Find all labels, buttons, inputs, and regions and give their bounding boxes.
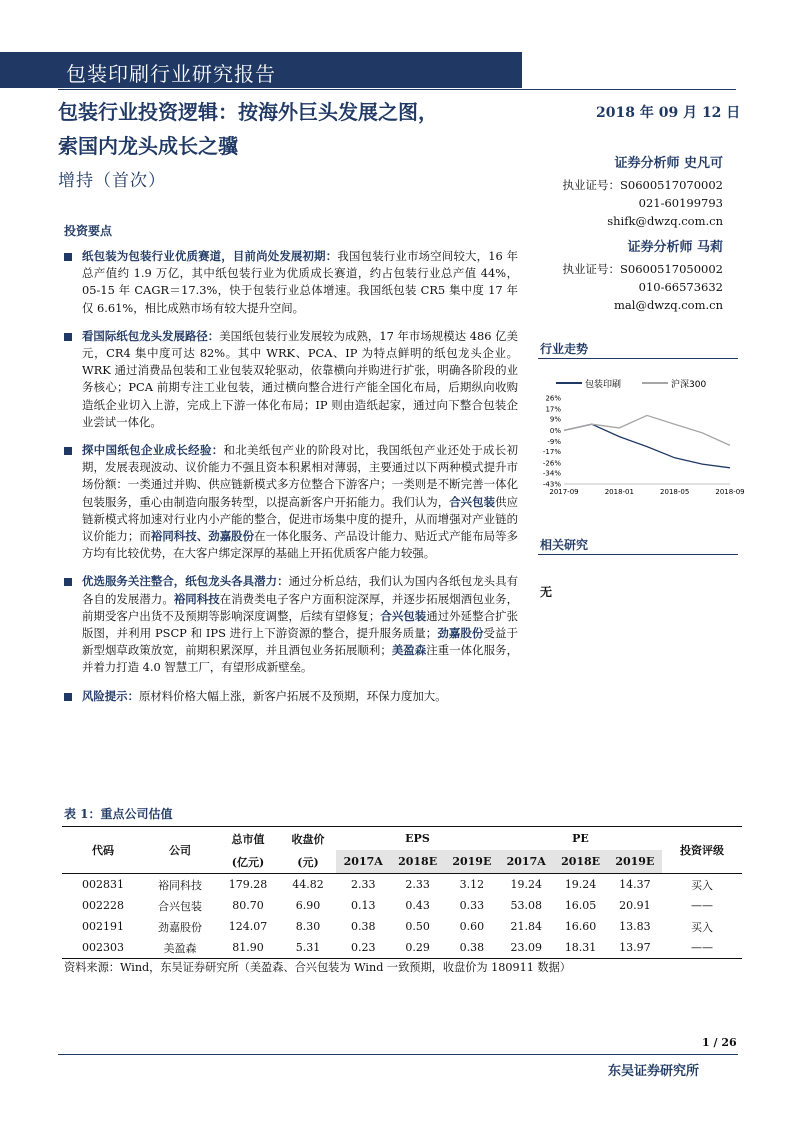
- analyst-2-cert: 执业证号：S0600517050002: [562, 262, 723, 276]
- bullet-square-icon: [64, 447, 72, 455]
- cell-price: 6.90: [295, 899, 321, 912]
- col-pe: PE: [572, 832, 589, 845]
- bullet-square-icon: [64, 578, 72, 586]
- key-point-company: 美盈森: [391, 643, 427, 658]
- cell-pe: 20.91: [619, 899, 651, 912]
- cell-rating: ——: [691, 899, 713, 912]
- key-point-body: 和北美纸包产业的阶段对比，我国纸包产业还处于成长初期，发展表现波动、议价能力不强且资本积累相对薄弱，主要通过以下两种模式提升市场份额：一类通过并购、供应链新模式多方位整合下游客户；一类则是不断完善一体化包装服务，重心由制造向服务转型，以提高新客户开拓能力。我们认为，: [82, 443, 518, 509]
- cell-pe: 14.37: [619, 878, 651, 891]
- cell-price: 44.82: [292, 878, 324, 891]
- col-mcap: 总市值: [231, 832, 265, 846]
- series-line-1: [564, 424, 730, 468]
- y-tick-label: -26%: [542, 459, 561, 468]
- footer-rule: [58, 1054, 738, 1055]
- key-point-company: 裕同科技: [173, 591, 220, 606]
- key-point-company: 合兴包装: [380, 608, 427, 623]
- col-price: 收盘价: [291, 832, 325, 846]
- col-rating: 投资评级: [680, 844, 724, 857]
- table-title: 表 1：重点公司估值: [64, 807, 173, 821]
- col-price-unit: (元): [297, 855, 319, 869]
- cell-pe: 16.60: [564, 920, 597, 933]
- cell-rating: 买入: [691, 878, 713, 892]
- cell-mcap: 81.90: [232, 941, 264, 954]
- analyst-2-email[interactable]: mal@dwzq.com.cn: [614, 298, 723, 312]
- bullet-square-icon: [64, 693, 72, 701]
- cell-price: 8.30: [295, 920, 321, 933]
- key-point-4: [62, 573, 518, 676]
- analyst-2-phone: 010-66573632: [638, 280, 723, 294]
- analyst-2-label: 证券分析师 马莉: [627, 240, 723, 255]
- col-company: 公司: [169, 844, 191, 857]
- cell-pe: 21.84: [510, 920, 542, 933]
- cell-eps: 2.33: [405, 878, 430, 891]
- rating: 增持（首次）: [58, 171, 166, 191]
- cell-eps: 0.38: [350, 920, 376, 933]
- cell-code: 002191: [82, 920, 124, 933]
- cell-eps: 0.13: [350, 899, 376, 912]
- footer-org: 东吴证券研究所: [608, 1064, 700, 1079]
- y-tick-label: -43%: [542, 480, 561, 489]
- x-tick-label: 2018-09: [715, 488, 745, 496]
- analyst-1-info: [563, 176, 724, 230]
- key-point-body: 受益于新型烟草政策放宽，前期积累深厚，并且酒包业务拓展顺利；: [82, 626, 518, 658]
- analyst-1-phone: 021-60199793: [638, 196, 723, 210]
- cell-pe: 19.24: [564, 878, 597, 891]
- col-eps-year: 2019E: [445, 850, 499, 874]
- report-title-line2: 索国内龙头成长之骥: [58, 134, 238, 158]
- banner-title: 包装印刷行业研究报告: [66, 62, 276, 86]
- key-point-lead: 探中国纸包企业成长经验：: [82, 443, 224, 458]
- related-heading: 相关研究: [540, 538, 589, 552]
- x-tick-label: 2017-09: [549, 488, 579, 496]
- key-point-company: 合兴包装: [449, 494, 496, 509]
- x-axis: [549, 488, 744, 496]
- x-tick-label: 2018-01: [604, 488, 634, 496]
- y-tick-label: 0%: [549, 426, 561, 435]
- x-tick-label: 2018-05: [660, 488, 690, 496]
- table-row: [62, 937, 742, 959]
- key-point-body: 通过外延整合扩张版图，并利用 PSCP 和 IPS 进行上下游资源的整合，提升服务质量；: [82, 608, 518, 641]
- key-point-1: [62, 248, 518, 317]
- col-pe-year: 2019E: [608, 850, 662, 874]
- key-points-heading: 投资要点: [64, 224, 113, 238]
- trend-heading: 行业走势: [540, 342, 589, 356]
- key-point-2: [62, 328, 518, 431]
- key-point-lead: 风险提示：: [82, 688, 139, 703]
- table-row: [62, 895, 742, 916]
- bullet-square-icon: [64, 333, 72, 341]
- cell-company: 合兴包装: [158, 899, 202, 913]
- key-point-lead: 看国际纸包龙头发展路径：: [82, 328, 220, 343]
- cell-rating: 买入: [691, 920, 713, 934]
- cell-code: 002228: [82, 899, 124, 912]
- report-date: 2018 年 09 月 12 日: [596, 105, 741, 121]
- cell-eps: 0.43: [405, 899, 430, 912]
- cell-pe: 16.05: [564, 899, 597, 912]
- legend-label-1: 包装印刷: [585, 380, 622, 390]
- cell-pe: 19.24: [510, 878, 542, 891]
- col-eps-year: 2017A: [336, 850, 390, 874]
- col-pe-year: 2017A: [499, 850, 553, 874]
- y-tick-label: -17%: [542, 448, 561, 457]
- cell-mcap: 179.28: [228, 878, 268, 891]
- y-tick-label: -34%: [542, 469, 561, 478]
- col-pe-year: 2018E: [553, 850, 607, 874]
- key-point-5: [62, 688, 518, 705]
- key-point-body: 供应链新模式将加速对行业内小产能的整合，促进市场集中度的提升，从而增强对产业链的议价能力；而: [82, 494, 518, 544]
- cell-eps: 0.50: [405, 920, 430, 933]
- valuation-table: [62, 826, 742, 959]
- key-point-3: [62, 442, 518, 562]
- cell-eps: 0.33: [459, 899, 485, 912]
- cell-mcap: 124.07: [228, 920, 268, 933]
- cell-mcap: 80.70: [232, 899, 264, 912]
- cell-eps: 0.60: [459, 920, 485, 933]
- cell-pe: 53.08: [510, 899, 542, 912]
- legend-label-2: 沪深300: [671, 380, 707, 390]
- y-tick-label: 17%: [545, 405, 561, 414]
- key-point-company: 裕同科技、劲嘉股份: [150, 529, 255, 544]
- table-row: [62, 916, 742, 937]
- analyst-2-info: [563, 260, 724, 314]
- key-points-list: [62, 248, 518, 716]
- y-tick-label: -9%: [547, 438, 561, 447]
- y-tick-label: 26%: [545, 394, 561, 403]
- key-point-lead: 纸包装为包装行业优质赛道，目前尚处发展初期：: [82, 249, 338, 263]
- key-point-company: 劲嘉股份: [437, 626, 484, 641]
- y-axis: [543, 395, 730, 489]
- y-tick-label: 9%: [549, 415, 561, 424]
- trend-chart: [530, 370, 745, 500]
- col-mcap-unit: (亿元): [231, 855, 265, 869]
- key-point-body: 原材料价格大幅上涨，新客户拓展不及预期，环保力度加大。: [138, 688, 447, 703]
- key-point-lead: 优选服务关注整合，纸包龙头各具潜力：: [82, 574, 289, 589]
- cell-eps: 0.29: [405, 941, 430, 954]
- cell-eps: 0.23: [350, 941, 376, 954]
- key-point-body: 通过分析总结，我们认为国内各纸包龙头具有各自的发展潜力。: [82, 574, 518, 606]
- cell-pe: 18.31: [564, 941, 597, 954]
- cell-company: 劲嘉股份: [158, 920, 202, 934]
- page-number: 1 / 26: [702, 1036, 737, 1049]
- trend-rule: [538, 358, 738, 359]
- cell-eps: 3.12: [459, 878, 485, 891]
- cell-pe: 13.97: [619, 941, 651, 954]
- header-rule: [58, 89, 736, 90]
- bullet-square-icon: [64, 253, 72, 261]
- chart-series: [564, 415, 730, 467]
- cell-eps: 0.38: [459, 941, 485, 954]
- analyst-1-cert: 执业证号：S0600517070002: [562, 178, 723, 192]
- key-point-body: 美国纸包装行业发展较为成熟，17 年市场规模达 486 亿美元，CR4 集中度可达 82%。其中 WRK、PCA、IP 为特点鲜明的纸包龙头企业。WRK 通过消费品包装和工业包装双轮驱动，依靠横向并购进行扩张，明确各阶段的业务核心；PCA 前期专注工业包装，通过横向整合进行产能全国化布局，后期纵向收购造纸企业切入上游，完成上下游一体化布局；IP 则由造纸起家，通过向下整合包装企业尝试一体化。: [82, 328, 518, 429]
- report-title: [58, 95, 538, 163]
- report-title-line1: 包装行业投资逻辑：按海外巨头发展之图，: [58, 100, 438, 124]
- key-point-body: 在消费类电子客户方面积淀深厚，并逐步拓展烟酒包业务，前期受客户出货不及预期等影响深度调整，后续有望修复；: [82, 591, 518, 623]
- key-point-body: 注重一体化服务，并着力打造 4.0 智慧工厂，有望形成新壁垒。: [82, 643, 518, 675]
- cell-pe: 23.09: [510, 941, 542, 954]
- cell-company: 裕同科技: [158, 878, 202, 892]
- table-source: 资料来源：Wind，东吴证券研究所（美盈森、合兴包装为 Wind 一致预期，收盘价为 180911 数据）: [64, 961, 571, 974]
- related-content: 无: [540, 585, 553, 599]
- cell-code: 002831: [82, 878, 124, 891]
- table-row: [62, 874, 742, 896]
- related-rule: [538, 554, 738, 555]
- cell-rating: ——: [691, 941, 713, 954]
- cell-eps: 2.33: [350, 878, 376, 891]
- cell-pe: 13.83: [619, 920, 651, 933]
- key-point-body: 在一体化服务、产品设计能力、贴近式产能布局等多方均有比较优势，在大客户绑定深厚的基础上开拓优质客户能力较强。: [82, 529, 518, 561]
- analyst-1-label: 证券分析师 史凡可: [614, 156, 723, 171]
- key-point-body: 我国包装行业市场空间较大，16 年总产值约 1.9 万亿，其中纸包装行业为优质成长赛道，约占包装行业总产值 44%，05-15 年 CAGR＝17.3%，快于包装行业总体增速。我国纸包装 CR5 集中度 17 年仅 6.61%，相比成熟市场有较大提升空间。: [82, 249, 518, 315]
- analyst-1-email[interactable]: shifk@dwzq.com.cn: [607, 214, 723, 228]
- chart-legend: [556, 378, 706, 390]
- cell-price: 5.31: [295, 941, 321, 954]
- series-line-2: [564, 415, 730, 445]
- cell-code: 002303: [82, 941, 124, 954]
- col-eps-year: 2018E: [390, 850, 444, 874]
- cell-company: 美盈森: [163, 941, 197, 955]
- col-code: 代码: [92, 844, 114, 857]
- col-eps: EPS: [405, 832, 430, 845]
